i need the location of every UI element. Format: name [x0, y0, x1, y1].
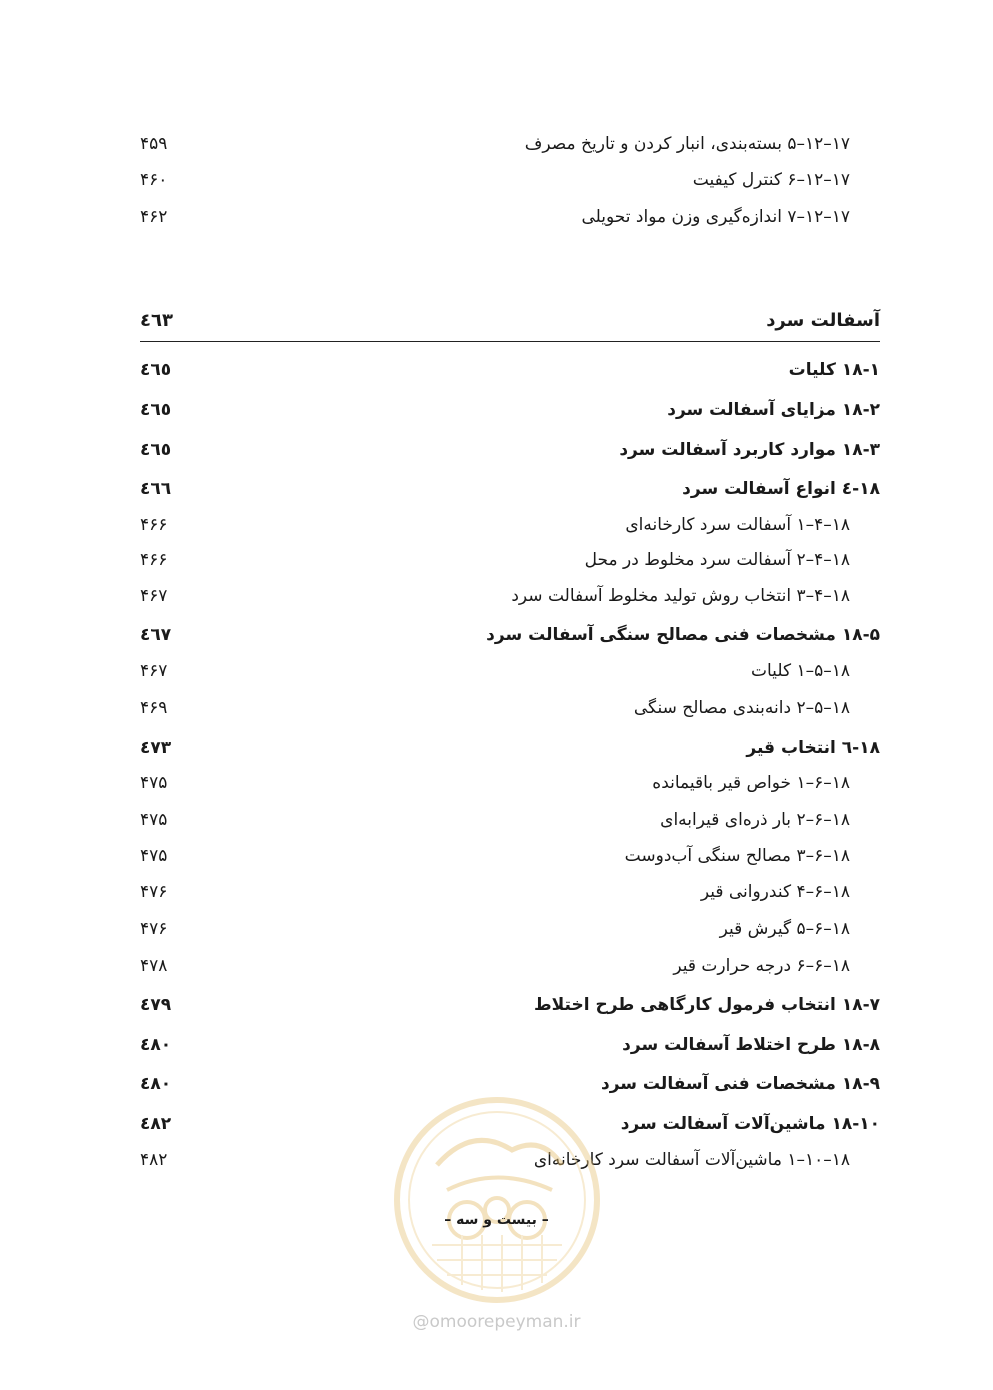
- toc-entry: [140, 1028, 880, 1062]
- toc-entry-page: ٤٧٣: [140, 738, 172, 758]
- toc-entry: [140, 508, 880, 542]
- toc-entry: [140, 579, 880, 613]
- toc-entry-page: ٤٦٧: [140, 625, 172, 645]
- toc-entry-title: ۱۸-۲ مزایای آسفالت سرد: [667, 400, 880, 420]
- toc-entry: [140, 618, 880, 652]
- page-footer: – بیست و سه –: [444, 1212, 549, 1228]
- toc-entry: [140, 353, 880, 387]
- toc-entry: [140, 543, 880, 577]
- chapter-divider: [140, 341, 880, 342]
- toc-entry-title: ۱۸–۵–۲ دانه‌بندی مصالح سنگی: [633, 698, 850, 718]
- toc-entry-title: ۱۸–۶–۶ درجه حرارت قیر: [673, 956, 850, 976]
- toc-entry-title: ۱۸–۶–۵ گیرش قیر: [719, 919, 850, 939]
- toc-entry: [140, 803, 880, 837]
- toc-entry-page: ۴۶۶: [140, 515, 168, 535]
- toc-entry: [140, 200, 880, 234]
- toc-entry-page: ٤٦٥: [140, 400, 172, 420]
- toc-entry-page: ۴۶۷: [140, 661, 168, 681]
- toc-entry-title: ۱۸–۴–۲ آسفالت سرد مخلوط در محل: [584, 550, 850, 570]
- toc-entry-title: ۱۷–۱۲–۷ اندازه‌گیری وزن مواد تحویلی: [581, 207, 850, 227]
- toc-entry: [140, 766, 880, 800]
- toc-entry-page: ۴۶۰: [140, 170, 168, 190]
- toc-entry: [140, 127, 880, 161]
- toc-entry-page: ٤٦٥: [140, 360, 172, 380]
- toc-entry: [140, 875, 880, 909]
- toc-entry-page: ۴۷۵: [140, 810, 168, 830]
- watermark-logo: [392, 1095, 602, 1305]
- toc-entry-page: ۴۸۲: [140, 1150, 168, 1170]
- toc-entry: [140, 654, 880, 688]
- toc-entry-page: ٤٧٩: [140, 995, 172, 1015]
- toc-entry: [140, 433, 880, 467]
- toc-entry-title: ۱۸–۶–۱ خواص قیر باقیمانده: [652, 773, 850, 793]
- chapter-page: ٤٦٣: [140, 309, 173, 331]
- toc-entry-page: ٤٦٦: [140, 479, 172, 499]
- toc-entry-page: ۴۷۵: [140, 773, 168, 793]
- chapter-heading: [140, 303, 880, 337]
- toc-entry-title: ۱۸–۶–۴ کندروانی قیر: [700, 882, 850, 902]
- toc-entry-title: ۱۸-۳ موارد کاربرد آسفالت سرد: [619, 440, 880, 460]
- toc-entry-title: ۱۸–۶–۳ مصالح سنگی آب‌دوست: [624, 846, 850, 866]
- toc-entry-page: ٤٨٠: [140, 1074, 172, 1094]
- toc-entry: [140, 472, 880, 506]
- toc-entry-page: ۴۷۵: [140, 846, 168, 866]
- toc-entry-title: ۱۸-۵ مشخصات فنی مصالح سنگی آسفالت سرد: [486, 625, 880, 645]
- toc-entry-page: ۴۶۶: [140, 550, 168, 570]
- toc-entry-title: ۱۸-٦ انتخاب قیر: [746, 738, 880, 758]
- toc-entry-page: ۴۶۹: [140, 698, 168, 718]
- toc-entry: [140, 393, 880, 427]
- toc-entry-title: ۱۸–۴–۳ انتخاب روش تولید مخلوط آسفالت سرد: [511, 586, 850, 606]
- toc-entry-title: ۱۷–۱۲–۵ بسته‌بندی، انبار کردن و تاریخ مصرف: [524, 134, 850, 154]
- toc-entry: [140, 949, 880, 983]
- toc-entry-title: ۱۸-۹ مشخصات فنی آسفالت سرد: [601, 1074, 880, 1094]
- toc-entry-title: ۱۸–۴–۱ آسفالت سرد کارخانه‌ای: [625, 515, 850, 535]
- chapter-title: آسفالت سرد: [766, 309, 880, 331]
- toc-entry-title: ۱۸-۱۰ ماشین‌آلات آسفالت سرد: [620, 1114, 880, 1134]
- toc-entry-page: ۴۶۲: [140, 207, 168, 227]
- toc-entry-page: ٤٨٠: [140, 1035, 172, 1055]
- toc-entry: [140, 988, 880, 1022]
- toc-entry-title: ۱۸-۷ انتخاب فرمول کارگاهی طرح اختلاط: [533, 995, 880, 1015]
- toc-entry-title: ۱۷–۱۲–۶ کنترل کیفیت: [692, 170, 850, 190]
- toc-entry-page: ٤٦٥: [140, 440, 172, 460]
- toc-entry-page: ۴۵۹: [140, 134, 168, 154]
- toc-entry: [140, 839, 880, 873]
- toc-entry-title: ۱۸-۱ کلیات: [788, 360, 880, 380]
- toc-entry-page: ۴۷۶: [140, 919, 168, 939]
- toc-entry: [140, 731, 880, 765]
- toc-entry: [140, 163, 880, 197]
- toc-entry-page: ۴۷۶: [140, 882, 168, 902]
- toc-entry-title: ۱۸-٤ انواع آسفالت سرد: [682, 479, 880, 499]
- toc-entry: [140, 691, 880, 725]
- toc-entry-title: ۱۸–۶–۲ بار ذره‌ای قیرابه‌ای: [660, 810, 850, 830]
- toc-entry-page: ۴۷۸: [140, 956, 168, 976]
- toc-entry-title: ۱۸–۵–۱ کلیات: [751, 661, 850, 681]
- toc-entry: [140, 912, 880, 946]
- toc-entry-page: ٤٨٢: [140, 1114, 172, 1134]
- toc-entry-page: ۴۶۷: [140, 586, 168, 606]
- toc-entry-title: ۱۸-۸ طرح اختلاط آسفالت سرد: [622, 1035, 880, 1055]
- toc-entry-title: ۱۸–۱۰–۱ ماشین‌آلات آسفالت سرد کارخانه‌ای: [533, 1150, 850, 1170]
- watermark-handle: @omoorepeyman.ir: [412, 1312, 581, 1332]
